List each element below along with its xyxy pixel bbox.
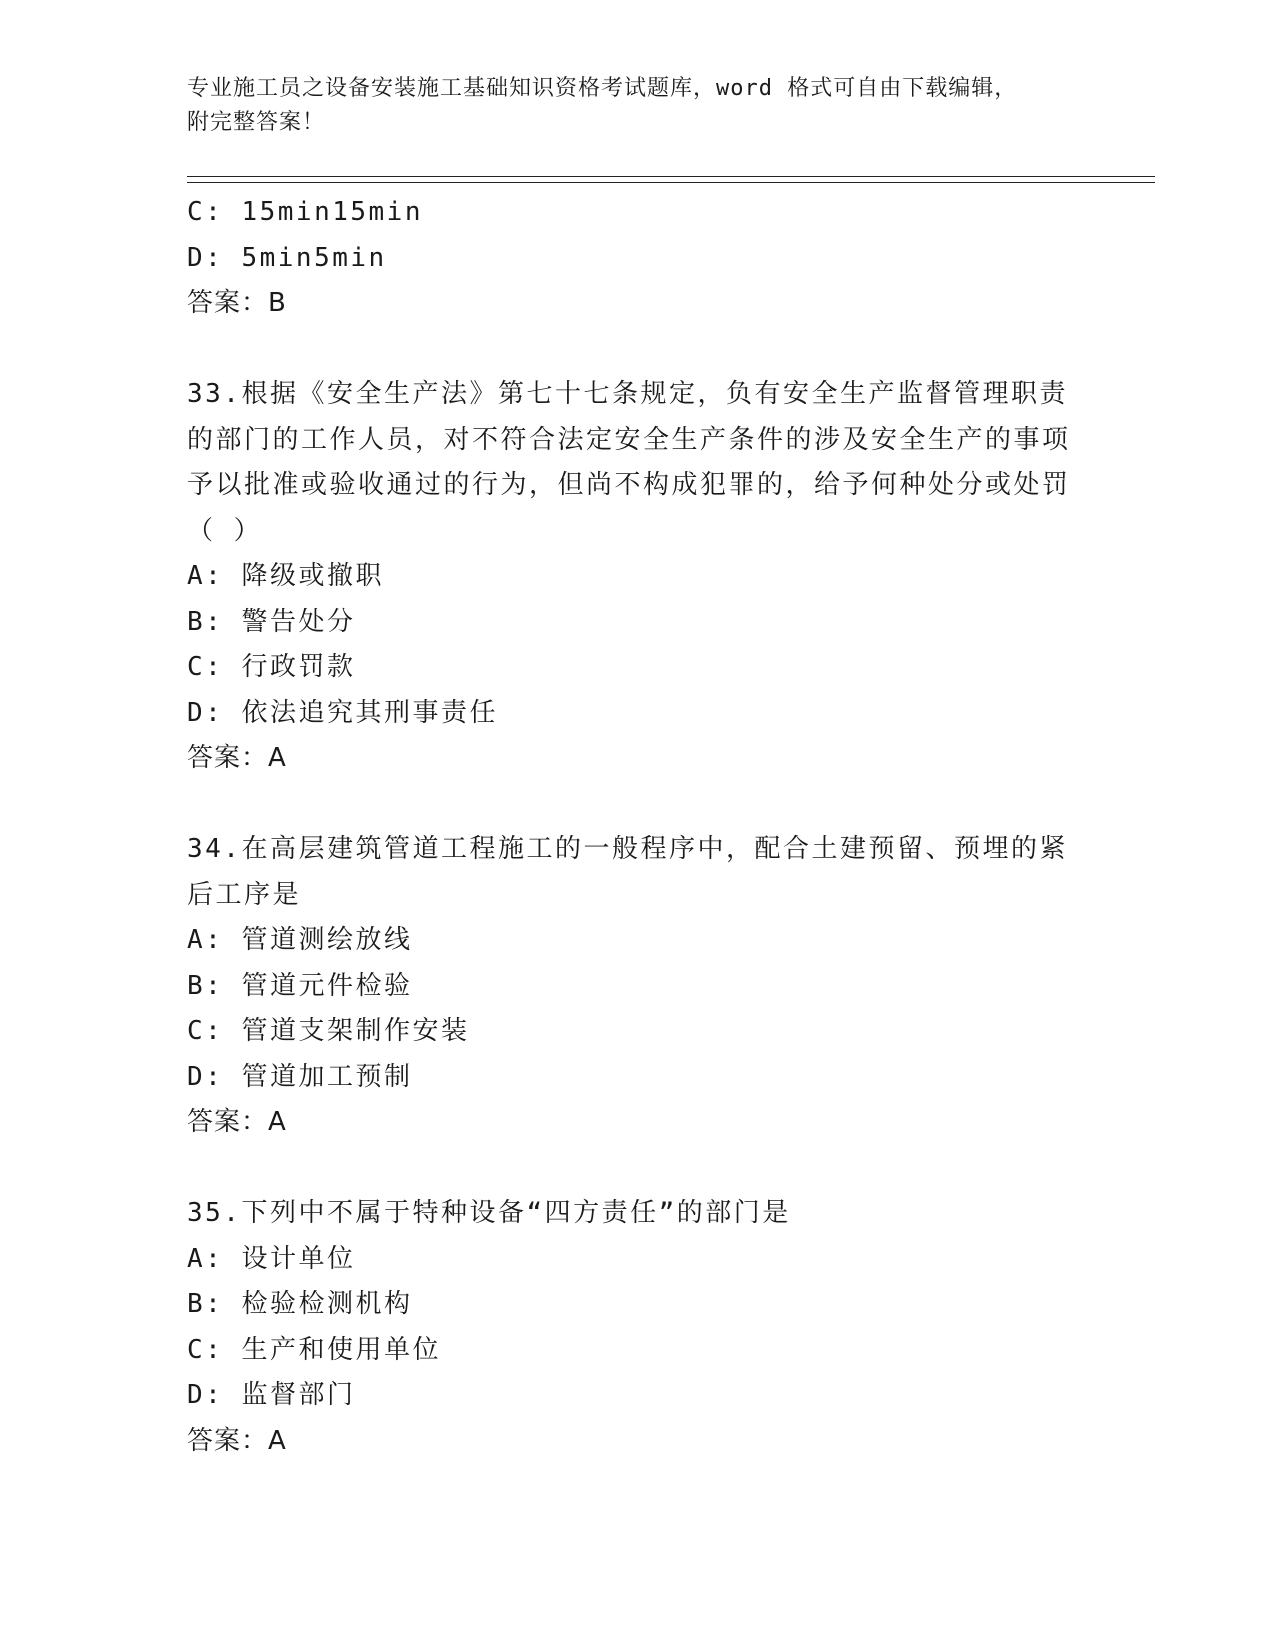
option-a: A: 管道测绘放线: [187, 925, 413, 955]
spacer: [187, 782, 1087, 828]
answer-line: 答案：A: [187, 743, 287, 773]
option-c: C: 行政罚款: [187, 652, 356, 682]
question-stem: 33.根据《安全生产法》第七十七条规定，负有安全生产监督管理职责的部门的工作人员，对不符合法定安全生产条件的涉及安全生产的事项予以批准或验收通过的行为，但尚不构成犯罪的，给予何种处分或处罚（ ）: [187, 379, 1071, 546]
answer-line: 答案：A: [187, 1425, 287, 1456]
option-b: B: 管道元件检验: [187, 970, 413, 1001]
header-divider-top: [187, 176, 1155, 177]
question-33: [187, 372, 1087, 782]
option-d: D: 5min5min: [187, 242, 387, 273]
option-d: D: 依法追究其刑事责任: [187, 697, 498, 728]
option-b: B: 检验检测机构: [187, 1289, 413, 1319]
option-c: C: 管道支架制作安装: [187, 1016, 470, 1046]
option-a: A: 设计单位: [187, 1243, 356, 1274]
question-35: [187, 1191, 1087, 1464]
answer-line: 答案：B: [187, 288, 287, 318]
question-32-continued: [187, 190, 1087, 327]
option-d: D: 管道加工预制: [187, 1061, 413, 1092]
question-34: [187, 827, 1087, 1146]
header-divider-bottom: [187, 182, 1155, 183]
question-stem: 35.下列中不属于特种设备“四方责任”的部门是: [187, 1198, 791, 1228]
option-c: C: 15min15min: [187, 197, 423, 227]
option-a: A: 降级或撤职: [187, 561, 384, 591]
question-stem: 34.在高层建筑管道工程施工的一般程序中，配合土建预留、预埋的紧后工序是: [187, 834, 1068, 910]
document-header: 专业施工员之设备安装施工基础知识资格考试题库，word 格式可自由下载编辑， 附完整答案！: [187, 76, 1018, 135]
option-c: C: 生产和使用单位: [187, 1334, 441, 1365]
option-b: B: 警告处分: [187, 606, 356, 637]
option-d: D: 监督部门: [187, 1380, 356, 1410]
spacer: [187, 327, 1087, 373]
spacer: [187, 1146, 1087, 1192]
answer-line: 答案：A: [187, 1107, 287, 1137]
question-content: [187, 190, 1087, 1464]
